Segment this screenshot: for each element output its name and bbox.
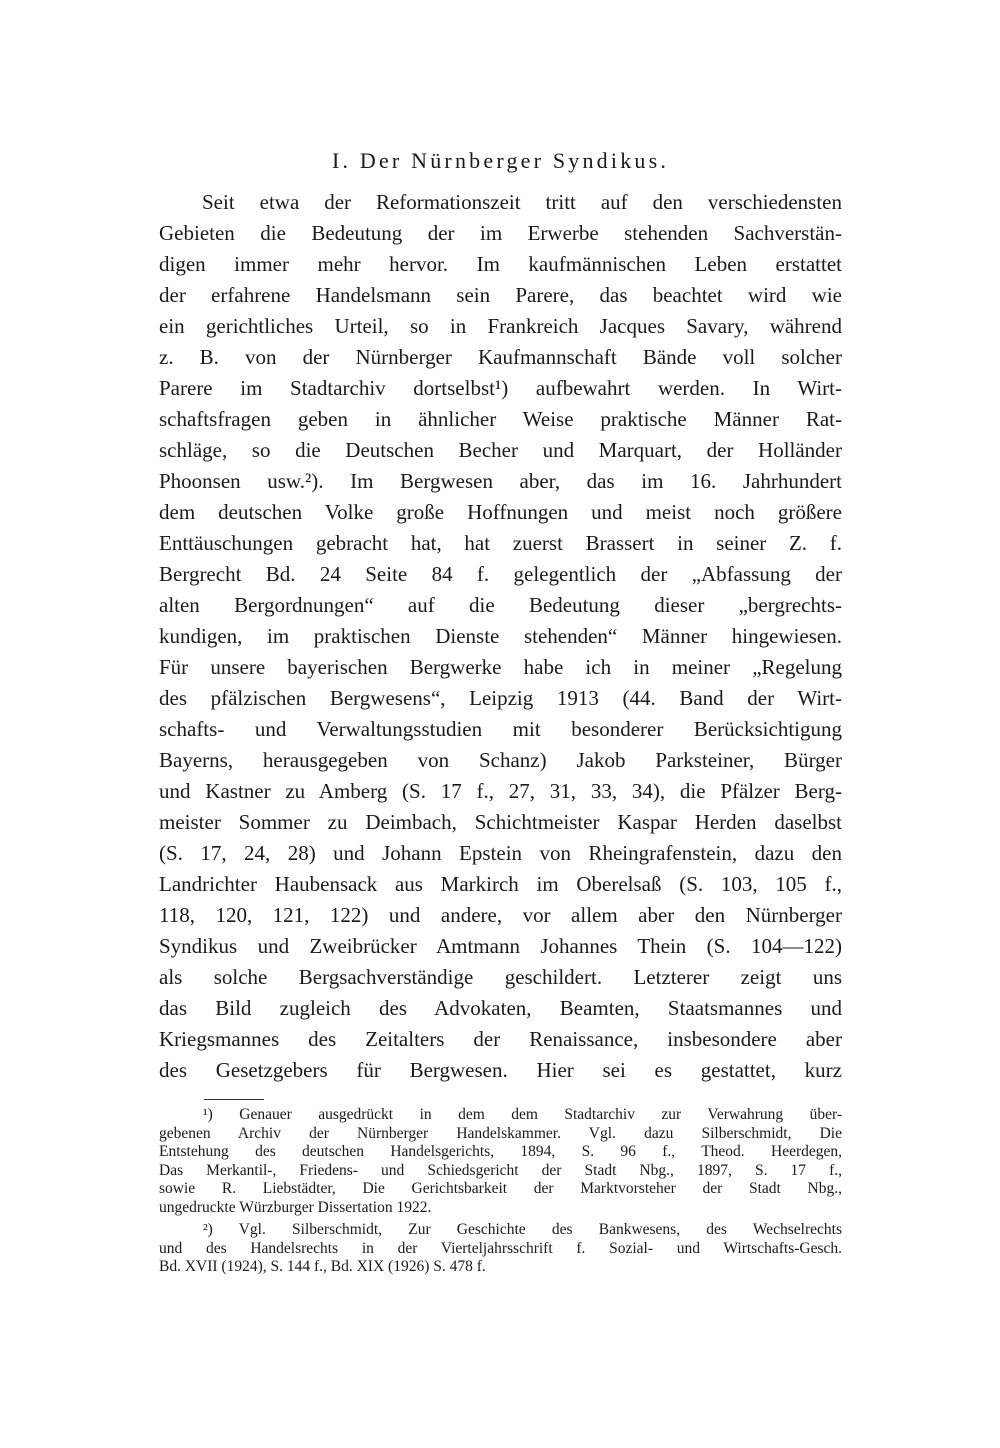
footnote-line: und des Handelsrechts in der Vierteljahrsschrift f. Sozial- und Wirtschafts-Gesch. — [159, 1239, 842, 1257]
footnotes — [159, 1106, 842, 1277]
text-line: Seit etwa der Reformationszeit tritt auf den verschiedensten — [202, 190, 842, 214]
text-line: Gebieten die Bedeutung der im Erwerbe stehenden Sachverstän- — [159, 221, 842, 245]
text-line: dem deutschen Volke große Hoffnungen und meist noch größere — [159, 500, 842, 524]
text-line: alten Bergordnungen“ auf die Bedeutung dieser „bergrechts- — [159, 593, 842, 617]
section-heading: I. Der Nürnberger Syndikus. — [331, 148, 670, 173]
text-line: Landrichter Haubensack aus Markirch im Oberelsaß (S. 103, 105 f., — [159, 872, 842, 896]
footnote-line: ungedruckte Würzburger Dissertation 1922. — [159, 1198, 432, 1216]
text-line: Syndikus und Zweibrücker Amtmann Johannes Thein (S. 104—122) — [159, 934, 842, 958]
text-line: digen immer mehr hervor. Im kaufmännischen Leben erstattet — [159, 252, 842, 276]
main-text — [159, 187, 842, 1086]
footnote-line: Das Merkantil-, Friedens- und Schiedsgericht der Stadt Nbg., 1897, S. 17 f., — [159, 1161, 842, 1179]
text-line: schaftsfragen geben in ähnlicher Weise praktische Männer Rat- — [159, 407, 842, 431]
text-line: Phoonsen usw.²). Im Bergwesen aber, das im 16. Jahrhundert — [159, 469, 842, 493]
footnote-line: ¹) Genauer ausgedrückt in dem dem Stadtarchiv zur Verwahrung über- — [203, 1106, 842, 1123]
footnote-line: Entstehung des deutschen Handelsgerichts, 1894, S. 96 f., Theod. Heerdegen, — [159, 1143, 842, 1160]
text-line: Bayerns, herausgegeben von Schanz) Jakob Parksteiner, Bürger — [159, 748, 842, 772]
footnote-separator — [204, 1099, 264, 1100]
text-line: ein gerichtliches Urteil, so in Frankreich Jacques Savary, während — [159, 314, 842, 338]
footnote-line: ²) Vgl. Silberschmidt, Zur Geschichte des Bankwesens, des Wechselrechts — [203, 1221, 842, 1238]
text-line: z. B. von der Nürnberger Kaufmannschaft Bände voll solcher — [159, 345, 842, 369]
text-line: schläge, so die Deutschen Becher und Marquart, der Holländer — [159, 438, 842, 462]
text-line: Parere im Stadtarchiv dortselbst¹) aufbewahrt werden. In Wirt- — [159, 376, 842, 400]
text-line: Kriegsmannes des Zeitalters der Renaissance, insbesondere aber — [159, 1027, 842, 1051]
text-line: des Gesetzgebers für Bergwesen. Hier sei es gestattet, kurz — [159, 1058, 842, 1082]
text-line: als solche Bergsachverständige geschildert. Letzterer zeigt uns — [159, 965, 842, 989]
text-line: 118, 120, 121, 122) und andere, vor allem aber den Nürnberger — [159, 903, 842, 927]
text-line: des pfälzischen Bergwesens“, Leipzig 1913 (44. Band der Wirt- — [159, 686, 842, 710]
text-line: (S. 17, 24, 28) und Johann Epstein von Rheingrafenstein, dazu den — [159, 841, 842, 865]
text-line: kundigen, im praktischen Dienste stehenden“ Männer hingewiesen. — [159, 624, 842, 648]
footnote-line: gebenen Archiv der Nürnberger Handelskammer. Vgl. dazu Silberschmidt, Die — [159, 1124, 842, 1142]
text-line: Für unsere bayerischen Bergwerke habe ich in meiner „Regelung — [159, 655, 842, 679]
text-line: der erfahrene Handelsmann sein Parere, das beachtet wird wie — [159, 283, 842, 307]
text-line: das Bild zugleich des Advokaten, Beamten, Staatsmannes und — [159, 996, 842, 1020]
text-line: schafts- und Verwaltungsstudien mit besonderer Berücksichtigung — [159, 717, 842, 741]
footnote-2 — [159, 1221, 842, 1277]
footnote-1 — [159, 1106, 842, 1217]
text-line: und Kastner zu Amberg (S. 17 f., 27, 31, 33, 34), die Pfälzer Berg- — [159, 779, 842, 803]
footnote-line: sowie R. Liebstädter, Die Gerichtsbarkeit der Marktvorsteher der Stadt Nbg., — [159, 1180, 842, 1197]
text-line: Enttäuschungen gebracht hat, hat zuerst Brassert in seiner Z. f. — [159, 531, 842, 555]
footnote-line: Bd. XVII (1924), S. 144 f., Bd. XIX (1926) S. 478 f. — [159, 1258, 486, 1275]
text-line: meister Sommer zu Deimbach, Schichtmeister Kaspar Herden daselbst — [159, 810, 842, 834]
text-line: Bergrecht Bd. 24 Seite 84 f. gelegentlich der „Abfassung der — [159, 562, 842, 586]
